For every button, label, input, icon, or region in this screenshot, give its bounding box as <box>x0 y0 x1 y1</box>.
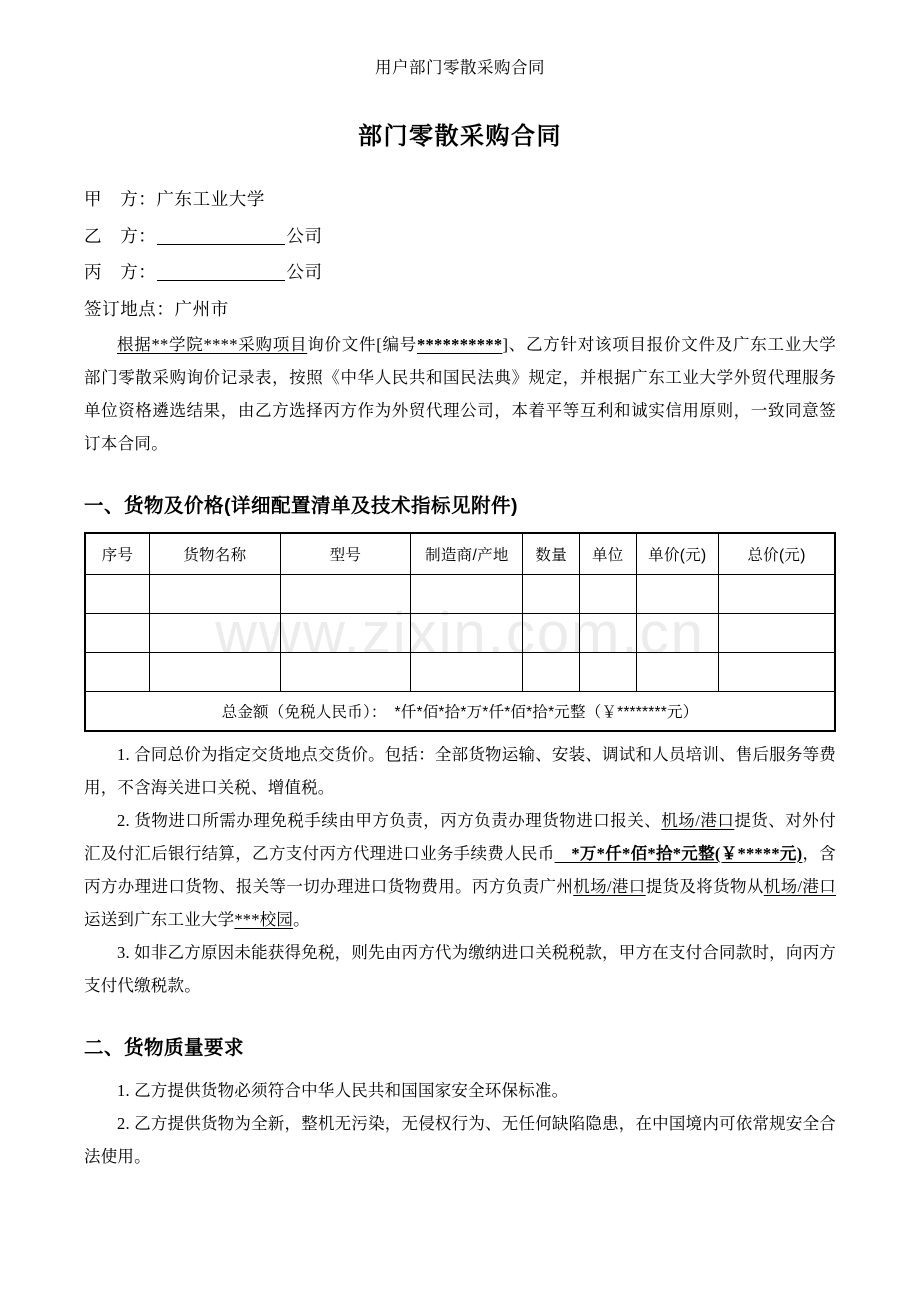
signing-location-value: 广州市 <box>174 299 229 320</box>
total-amount-cell: 总金额（免税人民币）： *仟*佰*拾*万*仟*佰*拾*元整（￥********元） <box>85 691 835 731</box>
party-c-line <box>84 254 836 291</box>
section-one-clause-3: 3. 如非乙方原因未能获得免税，则先由丙方代为缴纳进口关税税款，甲方在支付合同款时，向丙方支付代缴税款。 <box>84 942 836 995</box>
party-b-suffix: 公司 <box>286 225 323 246</box>
section-one-clause-1: 1. 合同总价为指定交货地点交货价。包括：全部货物运输、安装、调试和人员培训、售后服务等费用，不含海关进口关税、增值税。 <box>84 744 836 797</box>
column-header-quantity: 数量 <box>523 533 580 575</box>
party-a-value: 广东工业大学 <box>156 188 266 209</box>
cell-index[interactable] <box>85 574 149 613</box>
section-two-clause-2: 2. 乙方提供货物为全新，整机无污染，无侵权行为、无任何缺陷隐患，在中国境内可依常规安全合法使用。 <box>84 1113 836 1166</box>
table-row <box>85 574 835 613</box>
cell-goods-name[interactable] <box>149 613 280 652</box>
party-b-label: 乙 方： <box>84 225 157 246</box>
clause2-airport-port-3: 机场/港口 <box>763 876 836 896</box>
column-header-unit-price: 单价(元) <box>636 533 719 575</box>
table-row <box>85 652 835 691</box>
cell-quantity[interactable] <box>523 574 580 613</box>
clause2-campus: ***校园 <box>234 909 294 929</box>
total-amount-row <box>85 691 835 731</box>
clause2-part-6: 。 <box>293 909 310 929</box>
cell-model[interactable] <box>280 613 411 652</box>
goods-price-table <box>84 532 836 732</box>
goods-table-head <box>85 533 835 575</box>
section-two-heading: 二、货物质量要求 <box>84 1036 245 1059</box>
cell-goods-name[interactable] <box>149 574 280 613</box>
party-block <box>84 181 836 328</box>
preamble-paragraph <box>84 328 836 460</box>
column-header-index: 序号 <box>85 533 149 575</box>
cell-goods-name[interactable] <box>149 652 280 691</box>
cell-unit[interactable] <box>580 574 637 613</box>
cell-manufacturer[interactable] <box>411 574 523 613</box>
clause2-part-3: ，含丙方办理进口货物、报关等一切办理进口货物费用。丙方负责广州 <box>84 843 836 896</box>
cell-unit[interactable] <box>580 613 637 652</box>
page-title: 部门零散采购合同 <box>358 122 562 150</box>
watermark: www.zixin.com.cn <box>215 601 705 666</box>
party-b-line <box>84 218 836 255</box>
column-header-model: 型号 <box>280 533 411 575</box>
preamble-underlined-project: 根据**学院****采购项目 <box>117 334 308 354</box>
column-header-goods-name: 货物名称 <box>149 533 280 575</box>
column-header-manufacturer: 制造商/产地 <box>411 533 523 575</box>
signing-location-line <box>84 291 836 328</box>
cell-quantity[interactable] <box>523 613 580 652</box>
section-one-clause-2 <box>84 804 836 936</box>
cell-total-price[interactable] <box>719 652 835 691</box>
clause2-agency-fee-amount: *万*仟*佰*拾*元整(￥*****元) <box>554 843 803 863</box>
cell-total-price[interactable] <box>719 613 835 652</box>
clause2-airport-port-2: 机场/港口 <box>573 876 646 896</box>
document-header: 用户部门零散采购合同 <box>375 58 545 77</box>
cell-model[interactable] <box>280 574 411 613</box>
table-header-row <box>85 533 835 575</box>
preamble-document-number: ********** <box>416 334 503 354</box>
clause2-part-1: 2. 货物进口所需办理免税手续由甲方负责，丙方负责办理货物进口报关、 <box>117 810 662 830</box>
column-header-total-price: 总价(元) <box>719 533 835 575</box>
clause2-airport-port-1: 机场/港口 <box>661 810 735 830</box>
cell-unit-price[interactable] <box>636 613 719 652</box>
section-two-clause-1: 1. 乙方提供货物必须符合中华人民共和国国家安全环保标准。 <box>117 1080 569 1100</box>
cell-unit-price[interactable] <box>636 574 719 613</box>
party-c-label: 丙 方： <box>84 262 157 283</box>
party-b-blank-field[interactable] <box>157 227 285 245</box>
signing-location-label: 签订地点： <box>84 299 175 320</box>
cell-manufacturer[interactable] <box>411 652 523 691</box>
preamble-plain-1: 询价文件[编号 <box>307 334 417 354</box>
clause2-part-4: 提货及将货物从 <box>645 876 764 896</box>
cell-quantity[interactable] <box>523 652 580 691</box>
goods-table-body <box>85 574 835 731</box>
party-a-label: 甲 方： <box>84 188 157 209</box>
party-c-blank-field[interactable] <box>157 263 285 281</box>
table-row <box>85 613 835 652</box>
cell-index[interactable] <box>85 652 149 691</box>
cell-index[interactable] <box>85 613 149 652</box>
preamble-plain-2: ]、乙方针对该项目报价文件及广东工业大学部门零散采购询价记录表，按照《中华人民共和国民法典》规定，并根据广东工业大学外贸代理服务单位资格遴选结果，由乙方选择丙方作为外贸代理公司，本着平等互利和诚实信用原则，一致同意签订本合同。 <box>84 334 836 453</box>
cell-model[interactable] <box>280 652 411 691</box>
party-a-line <box>84 181 836 218</box>
cell-unit-price[interactable] <box>636 652 719 691</box>
cell-unit[interactable] <box>580 652 637 691</box>
cell-total-price[interactable] <box>719 574 835 613</box>
party-c-suffix: 公司 <box>286 262 323 283</box>
clause2-part-5: 运送到广东工业大学 <box>84 909 235 929</box>
section-one-heading: 一、货物及价格(详细配置清单及技术指标见附件) <box>84 494 518 517</box>
clause2-part-2: 提货、对外付汇及付汇后银行结算，乙方支付丙方代理进口业务手续费人民币 <box>84 810 836 863</box>
column-header-unit: 单位 <box>580 533 637 575</box>
cell-manufacturer[interactable] <box>411 613 523 652</box>
